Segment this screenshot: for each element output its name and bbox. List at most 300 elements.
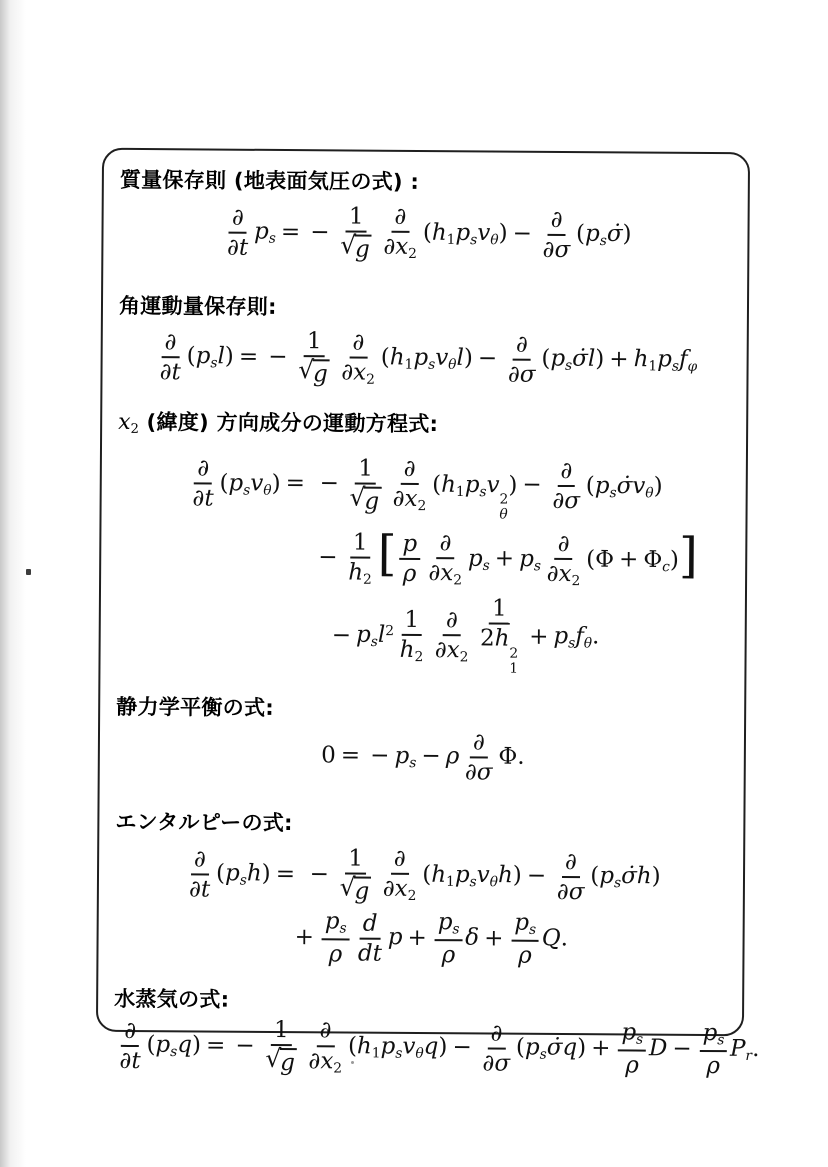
subscript <box>460 650 469 666</box>
math-var: q <box>177 1032 193 1059</box>
math-var: s <box>339 920 347 937</box>
math-char: ) <box>463 345 473 372</box>
math-var: t <box>171 359 181 386</box>
math-char: ∂ <box>434 637 447 664</box>
fraction <box>390 457 430 514</box>
math-char: ( <box>422 861 432 888</box>
operator: − <box>318 544 338 571</box>
denominator <box>505 360 539 386</box>
sqrt-arg <box>353 877 371 904</box>
scan-speck <box>26 569 31 575</box>
math-var: θ <box>263 482 272 499</box>
numerator <box>487 1021 505 1049</box>
numerator <box>443 608 461 636</box>
math-char: ( <box>380 344 390 371</box>
operator: + <box>484 925 504 952</box>
equation-line <box>115 845 729 907</box>
math-char: ) <box>595 346 605 373</box>
numerator <box>271 1018 292 1046</box>
math-char: 1 <box>348 845 364 872</box>
math-var: p <box>467 545 483 572</box>
section-heading-text: 角運動量保存則: <box>118 294 277 320</box>
math-var: σ <box>519 361 536 388</box>
operator: = <box>275 860 296 887</box>
math-var: g <box>364 488 380 515</box>
math-char: ∂ <box>507 361 520 388</box>
denominator <box>479 1049 513 1075</box>
denominator <box>554 878 588 904</box>
math-var: ρ <box>402 560 417 587</box>
numerator <box>557 459 575 487</box>
fraction <box>477 597 522 678</box>
fraction <box>540 207 574 262</box>
math-char: 0 <box>321 742 336 769</box>
math-var: t <box>131 1047 141 1074</box>
equation-line <box>116 594 731 679</box>
math-var: x <box>404 485 418 512</box>
fraction <box>399 532 420 586</box>
math-var: h <box>348 559 364 586</box>
sqrt <box>265 1044 297 1077</box>
big-bracket: [ <box>377 525 397 582</box>
math-char: ∂ <box>550 206 563 233</box>
math-char: ∂ <box>557 530 570 557</box>
math-char: ( <box>186 343 196 370</box>
math-char: ∂ <box>445 607 458 634</box>
subscript <box>405 357 414 373</box>
math-char: ∂ <box>159 359 172 386</box>
math-var: s <box>409 754 417 772</box>
math-var: g <box>355 236 370 263</box>
math-var: θ <box>490 232 499 249</box>
math-var: s <box>717 1032 725 1049</box>
subscript <box>456 484 465 500</box>
denominator <box>326 940 346 966</box>
sub-sup <box>499 492 508 523</box>
math-char: 2 <box>366 371 375 388</box>
math-var: h <box>636 863 652 890</box>
math-var: ρ <box>706 1052 721 1080</box>
numerator <box>562 850 580 878</box>
numerator <box>436 531 454 559</box>
numerator <box>121 1019 139 1047</box>
math-char: 1 <box>273 1017 289 1044</box>
math-var: h <box>633 346 649 373</box>
sqrt <box>340 230 372 263</box>
math-var: σ̇ <box>621 863 637 890</box>
subscript <box>372 1046 381 1062</box>
fraction <box>425 531 465 588</box>
numerator <box>229 205 247 233</box>
math-char: 1 <box>352 529 368 556</box>
math-char: 2 <box>333 1060 343 1077</box>
math-var: s <box>268 230 276 247</box>
section-mass-conservation <box>119 166 734 265</box>
equation-box <box>96 148 760 1080</box>
denominator <box>337 872 375 905</box>
denominator <box>515 942 535 968</box>
superscript <box>509 647 518 662</box>
operator: = <box>340 742 361 769</box>
sqrt-arg <box>363 486 381 513</box>
math-var: t <box>372 940 383 967</box>
math-var: p <box>253 218 269 245</box>
operator: = <box>238 343 259 370</box>
math-char: 2 <box>479 625 495 652</box>
math-var: θ <box>415 1045 424 1062</box>
math-var: p <box>599 862 615 890</box>
section-heading <box>116 693 730 725</box>
math-var: p <box>394 742 410 769</box>
numerator <box>555 531 573 559</box>
denominator <box>390 485 430 514</box>
math-var: s <box>613 875 622 892</box>
math-var: Q <box>541 925 561 952</box>
sqrt-arg <box>279 1048 297 1075</box>
math-var: s <box>469 874 477 891</box>
numerator <box>355 456 376 484</box>
math-var: g <box>354 878 370 905</box>
section-heading <box>119 292 733 324</box>
math-var: p <box>437 909 453 936</box>
sqrt-arg <box>354 235 372 262</box>
math-char: ) <box>622 221 632 248</box>
math-var: p <box>387 924 403 951</box>
operator: = <box>205 1032 226 1059</box>
numerator <box>435 910 463 941</box>
denominator <box>295 355 333 388</box>
operator: + <box>609 346 629 373</box>
math-var: l <box>217 343 225 370</box>
math-var: x <box>394 876 408 903</box>
math-char: ( <box>585 472 595 499</box>
section-heading-text: 静力学平衡の式: <box>116 694 275 720</box>
subscript <box>483 557 490 573</box>
operator: = <box>285 470 306 497</box>
math-var: p <box>195 343 211 370</box>
math-var: h <box>246 860 262 887</box>
denominator <box>380 233 420 262</box>
fraction <box>224 205 252 259</box>
math-var: θ <box>645 484 654 501</box>
math-var: l <box>587 346 596 373</box>
numerator <box>346 204 367 232</box>
equation-sections <box>114 166 760 1080</box>
math-char: ) <box>669 546 680 573</box>
numerator <box>194 456 212 484</box>
math-var: s <box>671 358 680 375</box>
math-char: 1 <box>348 203 364 230</box>
math-char: ∂ <box>556 878 569 905</box>
subscript <box>414 649 423 665</box>
subscript <box>453 572 462 588</box>
math-var: σ <box>554 236 571 263</box>
operator: − <box>672 1035 692 1062</box>
math-char: 1 <box>404 607 420 634</box>
math-char: . <box>592 623 600 650</box>
math-var: p <box>413 344 429 371</box>
operator: − <box>268 343 288 370</box>
operator: − <box>309 860 330 888</box>
section-enthalpy <box>114 808 729 969</box>
math-var: l <box>377 622 386 649</box>
math-var: x <box>558 560 572 587</box>
math-char: ∂ <box>308 1047 321 1074</box>
math-var: v <box>486 471 500 498</box>
math-var: s <box>609 484 617 501</box>
fraction <box>505 332 539 387</box>
numerator <box>548 207 566 235</box>
math-char: ( <box>586 546 596 573</box>
operator: − <box>310 218 330 245</box>
math-var: h <box>497 862 513 889</box>
subscript <box>687 359 697 375</box>
math-var: s <box>243 482 251 499</box>
math-var: s <box>528 922 537 939</box>
denominator <box>400 560 420 586</box>
math-var: s <box>370 634 378 651</box>
math-char: ( <box>515 1034 526 1061</box>
fraction <box>380 847 420 904</box>
radical-icon: √ <box>265 1044 282 1074</box>
math-var: θ <box>448 357 457 374</box>
subscript <box>408 889 417 905</box>
math-var: s <box>533 557 542 574</box>
math-char: ( <box>219 469 229 496</box>
subscript <box>534 558 541 574</box>
fraction <box>511 911 539 968</box>
math-var: s <box>564 358 573 375</box>
equation-line <box>114 908 728 969</box>
numerator <box>699 1021 727 1052</box>
math-char: ) <box>651 863 661 890</box>
fraction <box>549 459 583 514</box>
fraction <box>462 730 496 785</box>
math-char: ∂ <box>490 1020 503 1047</box>
fraction <box>116 1018 144 1072</box>
math-char: ) <box>261 860 271 887</box>
operator: − <box>477 345 498 372</box>
math-var: p <box>514 910 530 937</box>
numerator <box>391 205 409 233</box>
numerator <box>618 1021 646 1052</box>
math-char: ∂ <box>464 759 477 786</box>
math-char: 2 <box>385 623 395 640</box>
fraction <box>699 1021 727 1078</box>
math-char: ∂ <box>546 560 559 587</box>
math-var: ρ <box>441 942 456 969</box>
math-var: p <box>455 219 471 246</box>
math-var: x <box>353 359 367 386</box>
math-var: ρ <box>445 743 460 770</box>
equation-line <box>119 203 733 265</box>
math-char: 2 <box>453 572 463 589</box>
radical-icon: √ <box>349 482 366 512</box>
math-char: . <box>517 743 525 770</box>
numerator <box>304 329 325 357</box>
math-var: δ <box>465 925 480 952</box>
subscript <box>452 922 459 938</box>
math-var: x <box>446 637 460 664</box>
math-char: ∂ <box>560 457 573 485</box>
numerator <box>161 330 179 358</box>
math-var: x <box>395 234 409 261</box>
math-var: h <box>431 861 447 888</box>
fraction <box>305 1019 345 1076</box>
math-var: g <box>312 361 328 388</box>
math-char: 2 <box>417 498 427 515</box>
denominator <box>544 560 584 589</box>
math-var: h <box>399 637 415 664</box>
math-var: σ <box>494 1050 511 1077</box>
math-var: h <box>441 471 457 498</box>
denominator <box>116 1047 143 1073</box>
math-char: 1 <box>446 231 456 248</box>
math-var: p <box>464 471 480 498</box>
denominator <box>337 230 375 263</box>
math-var: s <box>395 1045 403 1062</box>
math-var: x <box>118 409 131 435</box>
subscript <box>417 498 426 514</box>
denominator <box>432 636 472 665</box>
math-var: g <box>280 1050 296 1077</box>
denominator <box>540 235 574 261</box>
math-var: v <box>435 345 449 372</box>
math-var: s <box>539 1046 547 1063</box>
math-char: ( <box>146 1031 156 1058</box>
math-var: s <box>239 872 247 889</box>
math-char: ) <box>191 1032 202 1059</box>
subscript <box>333 1060 342 1076</box>
sqrt <box>349 482 381 515</box>
denominator <box>380 875 420 904</box>
math-var: ρ <box>625 1052 639 1079</box>
math-var: P <box>729 1035 746 1063</box>
math-char: ∂ <box>197 455 210 482</box>
numerator <box>489 597 510 625</box>
math-var: θ <box>499 506 508 523</box>
math-var: σ̇ <box>546 1034 563 1061</box>
math-char: ) <box>224 343 234 370</box>
math-var: c <box>662 558 670 575</box>
operator: + <box>494 545 515 572</box>
operator: − <box>235 1032 255 1059</box>
fraction <box>337 204 375 262</box>
denominator <box>346 484 384 513</box>
numerator <box>401 457 419 485</box>
subscript <box>269 231 276 247</box>
denominator <box>477 625 522 678</box>
math-var: v <box>632 472 646 499</box>
section-angular-momentum <box>118 292 733 390</box>
math-var: p <box>324 908 340 935</box>
math-var: p <box>402 530 418 557</box>
subscript <box>529 922 536 938</box>
math-char: ∂ <box>226 234 240 261</box>
denominator <box>338 358 378 387</box>
subscript <box>263 482 271 498</box>
denominator <box>186 875 213 901</box>
math-var: f <box>575 623 584 650</box>
fraction <box>186 847 214 901</box>
fraction <box>380 205 420 262</box>
math-char: ( <box>422 219 432 246</box>
math-char: ∂ <box>383 234 396 261</box>
denominator <box>189 485 216 511</box>
math-char: ( <box>347 1033 358 1060</box>
numerator <box>391 847 409 875</box>
numerator <box>399 532 420 560</box>
section-hydrostatic-balance <box>116 693 731 787</box>
math-char: ∂ <box>319 1017 332 1044</box>
math-char: Φ <box>498 743 518 770</box>
subscript <box>409 755 416 771</box>
math-var: σ <box>564 488 581 515</box>
subscript <box>645 485 653 501</box>
math-var: t <box>200 876 211 903</box>
math-char: 2 <box>414 649 424 666</box>
section-heading <box>114 985 728 1017</box>
fraction <box>355 911 385 965</box>
math-var: q <box>423 1033 439 1060</box>
fraction <box>544 531 584 588</box>
math-var: l <box>456 345 465 372</box>
section-meridional-momentum <box>116 407 732 679</box>
math-var: p <box>380 1033 396 1060</box>
math-var: p <box>584 220 600 247</box>
math-char: 2 <box>509 645 519 662</box>
math-char: ∂ <box>482 1050 495 1077</box>
math-char: 2 <box>408 246 418 263</box>
math-char: 1 <box>445 874 455 891</box>
subscript <box>662 559 670 575</box>
operator: − <box>512 220 533 247</box>
math-char: ) <box>271 470 281 497</box>
operator: = <box>280 218 301 245</box>
math-var: p <box>224 860 240 887</box>
math-char: ) <box>438 1033 448 1060</box>
math-var: v <box>477 220 491 247</box>
denominator <box>355 939 385 965</box>
math-var: s <box>482 557 490 574</box>
math-var: p <box>594 472 610 499</box>
math-char: 1 <box>306 328 322 355</box>
denominator <box>262 1046 300 1075</box>
fraction <box>337 846 375 904</box>
math-char: 2 <box>571 572 581 589</box>
radical-icon: √ <box>298 355 315 385</box>
math-char: 2 <box>459 649 469 666</box>
denominator <box>345 558 375 587</box>
numerator <box>350 530 371 558</box>
math-var: σ <box>476 759 493 786</box>
fraction <box>295 329 333 387</box>
subscript <box>509 662 518 677</box>
operator: − <box>331 621 352 649</box>
subscript <box>636 1032 643 1048</box>
math-char: ) <box>508 471 518 498</box>
math-var: p <box>155 1031 171 1058</box>
radical-icon: √ <box>340 230 357 260</box>
fraction <box>346 456 384 514</box>
math-var: h <box>356 1033 372 1060</box>
fraction <box>189 456 217 510</box>
math-char: Φ <box>643 546 663 573</box>
equation-line <box>118 328 732 390</box>
fraction <box>397 608 427 665</box>
math-char: ( <box>215 860 226 887</box>
math-var: p <box>519 545 534 572</box>
